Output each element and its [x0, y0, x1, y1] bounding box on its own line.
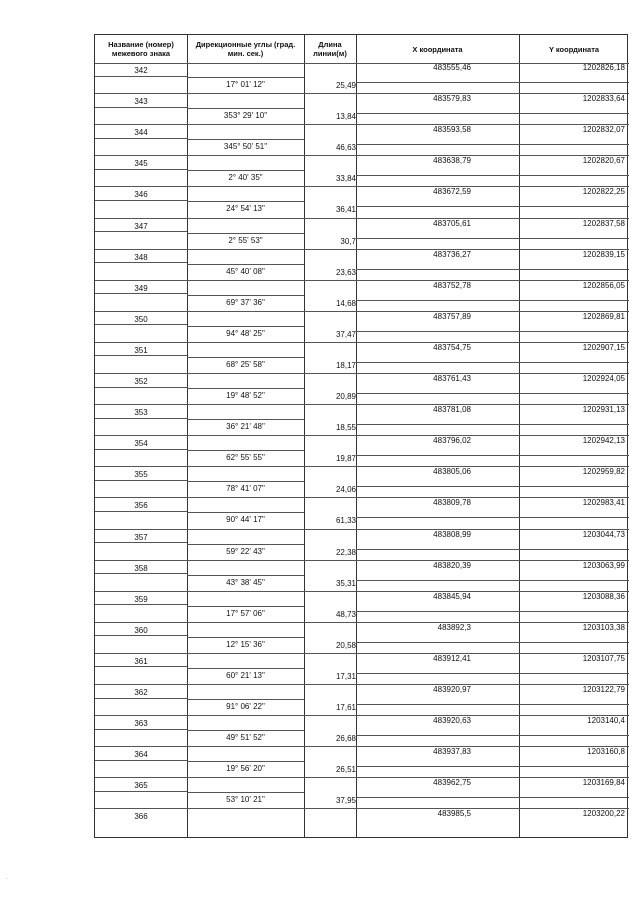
x-coordinate: 483593,58 [433, 125, 471, 135]
point-number: 348 [134, 252, 148, 262]
row-rule [519, 113, 629, 114]
row-rule [356, 642, 519, 643]
point-number: 355 [134, 470, 148, 480]
y-coordinate: 1203140,4 [587, 716, 625, 726]
line-length: 61,33 [335, 516, 356, 526]
coordinates-table [94, 34, 628, 838]
point-number: 347 [134, 221, 148, 231]
line-length: 33,84 [335, 174, 356, 184]
line-length: 48,73 [335, 609, 356, 619]
row-rule [187, 170, 304, 171]
direction-angle: 78° 41' 07" [226, 484, 265, 494]
point-number: 353 [134, 408, 148, 418]
point-number: 361 [134, 656, 148, 666]
direction-angle: 43° 38' 45" [226, 577, 265, 587]
row-rule [95, 324, 187, 325]
line-length: 24,06 [335, 485, 356, 495]
row-rule [519, 673, 629, 674]
direction-angle: 19° 56' 20" [226, 764, 265, 774]
y-coordinate: 1203063,99 [582, 560, 625, 570]
row-rule [187, 792, 304, 793]
row-rule [519, 486, 629, 487]
row-rule [356, 113, 519, 114]
x-coordinate: 483781,08 [433, 405, 471, 415]
row-rule [95, 107, 187, 108]
page-mark: · [6, 876, 8, 882]
row-rule [187, 419, 304, 420]
row-rule [95, 138, 187, 139]
row-rule [95, 791, 187, 792]
direction-angle: 69° 37' 36" [226, 297, 265, 307]
y-coordinate: 1202826,18 [582, 63, 625, 72]
direction-angle: 17° 57' 06" [226, 608, 265, 618]
row-rule [356, 455, 519, 456]
row-rule [356, 704, 519, 705]
direction-angle: 2° 55' 53" [228, 235, 263, 245]
header-rule [95, 63, 629, 64]
line-length: 13,84 [335, 112, 356, 122]
row-rule [356, 393, 519, 394]
line-length: 26,51 [335, 765, 356, 775]
row-rule [187, 388, 304, 389]
point-number: 362 [134, 688, 148, 697]
y-coordinate: 1203103,38 [582, 622, 625, 632]
row-rule [95, 373, 629, 374]
header-y: Y координата [548, 44, 600, 54]
x-coordinate: 483757,89 [433, 311, 471, 321]
line-length: 36,41 [335, 205, 356, 215]
row-rule [95, 76, 187, 77]
row-rule [95, 200, 187, 201]
row-rule [95, 635, 187, 636]
row-rule [95, 404, 629, 405]
y-coordinate: 1202833,64 [582, 94, 625, 104]
direction-angle: 91° 06' 22" [226, 702, 265, 711]
row-rule [187, 481, 304, 482]
row-rule [187, 730, 304, 731]
row-rule [95, 760, 187, 761]
row-rule [95, 293, 187, 294]
row-rule [95, 342, 629, 343]
point-number: 360 [134, 625, 148, 635]
row-rule [187, 699, 304, 700]
row-rule [187, 637, 304, 638]
row-rule [187, 606, 304, 607]
point-number: 365 [134, 781, 148, 791]
x-coordinate: 483555,46 [433, 63, 471, 72]
row-rule [356, 238, 519, 239]
row-rule [356, 206, 519, 207]
line-length: 20,58 [335, 640, 356, 650]
x-coordinate: 483808,99 [433, 529, 471, 539]
row-rule [519, 82, 629, 83]
y-coordinate: 1203122,79 [582, 685, 625, 694]
line-length: 18,17 [335, 360, 356, 370]
point-number: 354 [134, 439, 148, 449]
row-rule [356, 144, 519, 145]
point-number: 345 [134, 159, 148, 169]
row-rule [356, 673, 519, 674]
y-coordinate: 1202832,07 [582, 125, 625, 135]
row-rule [187, 264, 304, 265]
row-rule [95, 280, 629, 281]
y-coordinate: 1202839,15 [582, 249, 625, 259]
row-rule [519, 455, 629, 456]
header-angle: Дирекционные углы (град. мин. сек.) [195, 40, 296, 58]
row-rule [519, 517, 629, 518]
header-name: Название (номер) межевого знака [108, 40, 174, 58]
row-rule [519, 269, 629, 270]
point-number: 342 [134, 66, 148, 75]
direction-angle: 62° 55' 55" [226, 453, 265, 463]
row-rule [356, 362, 519, 363]
y-coordinate: 1202931,13 [582, 405, 625, 415]
row-rule [95, 387, 187, 388]
row-rule [95, 715, 629, 716]
y-coordinate: 1203044,73 [582, 529, 625, 539]
x-coordinate: 483892,3 [437, 622, 471, 632]
row-rule [187, 233, 304, 234]
row-rule [519, 642, 629, 643]
row-rule [95, 311, 629, 312]
y-coordinate: 1202959,82 [582, 467, 625, 477]
direction-angle: 60° 21' 13" [226, 670, 265, 680]
direction-angle: 353° 29' 10" [223, 111, 268, 121]
point-number: 343 [134, 97, 148, 107]
x-coordinate: 483752,78 [433, 280, 471, 290]
x-coordinate: 483820,39 [433, 560, 471, 570]
x-coordinate: 483579,83 [433, 94, 471, 104]
row-rule [356, 175, 519, 176]
row-rule [187, 668, 304, 669]
row-rule [95, 497, 629, 498]
y-coordinate: 1202837,58 [582, 218, 625, 228]
row-rule [187, 450, 304, 451]
row-rule [95, 262, 187, 263]
row-rule [519, 206, 629, 207]
y-coordinate: 1203107,75 [582, 653, 625, 663]
row-rule [95, 355, 187, 356]
row-rule [95, 93, 629, 94]
row-rule [356, 611, 519, 612]
point-number: 357 [134, 532, 148, 542]
line-length: 30,7 [340, 236, 356, 246]
row-rule [95, 231, 187, 232]
point-number: 349 [134, 283, 148, 293]
row-rule [519, 393, 629, 394]
row-rule [519, 766, 629, 767]
row-rule [187, 139, 304, 140]
point-number: 346 [134, 190, 148, 200]
line-length: 17,31 [335, 671, 356, 681]
row-rule [187, 77, 304, 78]
row-rule [356, 331, 519, 332]
row-rule [519, 797, 629, 798]
row-rule [187, 544, 304, 545]
direction-angle: 36° 21' 48" [226, 422, 265, 432]
x-coordinate: 483672,59 [433, 187, 471, 197]
row-rule [519, 580, 629, 581]
direction-angle: 345° 50' 51" [223, 142, 268, 152]
row-rule [95, 249, 629, 250]
x-coordinate: 483638,79 [433, 156, 471, 166]
row-rule [187, 761, 304, 762]
row-rule [95, 604, 187, 605]
direction-angle: 12° 15' 36" [226, 639, 265, 649]
x-coordinate: 483912,41 [433, 653, 471, 663]
direction-angle: 90° 44' 17" [226, 515, 265, 525]
line-length: 17,61 [335, 703, 356, 712]
point-number: 344 [134, 128, 148, 138]
row-rule [356, 486, 519, 487]
y-coordinate: 1202942,13 [582, 436, 625, 446]
x-coordinate: 483796,02 [433, 436, 471, 446]
direction-angle: 45° 40' 08" [226, 266, 265, 276]
x-coordinate: 483962,75 [433, 778, 471, 788]
y-coordinate: 1203160,8 [587, 747, 625, 757]
direction-angle: 2° 40' 35" [228, 173, 263, 183]
x-coordinate: 483920,97 [433, 685, 471, 694]
point-number: 351 [134, 345, 148, 355]
direction-angle: 53° 10' 21" [226, 795, 265, 805]
row-rule [519, 611, 629, 612]
row-rule [187, 201, 304, 202]
row-rule [95, 435, 629, 436]
x-coordinate: 483705,61 [433, 218, 471, 228]
row-rule [356, 300, 519, 301]
x-coordinate: 483736,27 [433, 249, 471, 259]
row-rule [95, 466, 629, 467]
row-rule [519, 424, 629, 425]
row-rule [187, 512, 304, 513]
row-rule [95, 684, 629, 685]
direction-angle: 68° 25' 58" [226, 359, 265, 369]
y-coordinate: 1202822,25 [582, 187, 625, 197]
line-length: 37,47 [335, 329, 356, 339]
direction-angle: 59° 22' 43" [226, 546, 265, 556]
row-rule [95, 218, 629, 219]
x-coordinate: 483985,5 [437, 809, 471, 819]
x-coordinate: 483754,75 [433, 342, 471, 352]
line-length: 35,31 [335, 578, 356, 588]
point-number: 352 [134, 377, 148, 386]
y-coordinate: 1203169,84 [582, 778, 625, 788]
row-rule [356, 797, 519, 798]
row-rule [356, 580, 519, 581]
line-length: 23,63 [335, 267, 356, 277]
line-length: 46,63 [335, 143, 356, 153]
row-rule [356, 549, 519, 550]
x-coordinate: 483809,78 [433, 498, 471, 508]
x-coordinate: 483920,63 [433, 716, 471, 726]
x-coordinate: 483937,83 [433, 747, 471, 757]
line-length: 22,38 [335, 547, 356, 557]
x-coordinate: 483761,43 [433, 374, 471, 383]
row-rule [95, 480, 187, 481]
point-number: 366 [134, 812, 148, 822]
row-rule [519, 331, 629, 332]
row-rule [356, 766, 519, 767]
row-rule [95, 573, 187, 574]
y-coordinate: 1202820,67 [582, 156, 625, 166]
row-rule [519, 300, 629, 301]
row-rule [95, 808, 629, 809]
y-coordinate: 1202983,41 [582, 498, 625, 508]
row-rule [356, 269, 519, 270]
direction-angle: 24° 54' 13" [226, 204, 265, 214]
line-length: 18,55 [335, 423, 356, 433]
row-rule [187, 295, 304, 296]
y-coordinate: 1202869,81 [582, 311, 625, 321]
header-length: Длина линии(м) [313, 40, 347, 58]
row-rule [519, 549, 629, 550]
line-length: 26,68 [335, 734, 356, 744]
row-rule [519, 704, 629, 705]
row-rule [187, 575, 304, 576]
y-coordinate: 1202856,05 [582, 280, 625, 290]
direction-angle: 49° 51' 52" [226, 733, 265, 743]
y-coordinate: 1203200,22 [582, 809, 625, 819]
point-number: 359 [134, 594, 148, 604]
row-rule [95, 698, 187, 699]
line-length: 20,89 [335, 392, 356, 401]
line-length: 25,49 [335, 81, 356, 90]
point-number: 356 [134, 501, 148, 511]
row-rule [95, 542, 187, 543]
x-coordinate: 483845,94 [433, 591, 471, 601]
row-rule [95, 529, 629, 530]
row-rule [95, 653, 629, 654]
row-rule [95, 622, 629, 623]
row-rule [356, 424, 519, 425]
line-length: 37,95 [335, 796, 356, 806]
row-rule [95, 746, 629, 747]
y-coordinate: 1203088,36 [582, 591, 625, 601]
y-coordinate: 1202924,05 [582, 374, 625, 383]
x-coordinate: 483805,06 [433, 467, 471, 477]
direction-angle: 17° 01' 12" [226, 80, 265, 89]
point-number: 364 [134, 750, 148, 760]
row-rule [95, 560, 629, 561]
row-rule [95, 449, 187, 450]
row-rule [95, 155, 629, 156]
point-number: 363 [134, 719, 148, 729]
row-rule [519, 175, 629, 176]
row-rule [519, 362, 629, 363]
row-rule [95, 777, 629, 778]
header-x: X координата [412, 44, 463, 54]
row-rule [95, 186, 629, 187]
row-rule [187, 108, 304, 109]
row-rule [187, 357, 304, 358]
point-number: 350 [134, 314, 148, 324]
direction-angle: 94° 48' 25" [226, 328, 265, 338]
y-coordinate: 1202907,15 [582, 342, 625, 352]
row-rule [187, 326, 304, 327]
row-rule [519, 735, 629, 736]
row-rule [95, 729, 187, 730]
direction-angle: 19° 48' 52" [226, 391, 265, 400]
row-rule [95, 124, 629, 125]
row-rule [95, 666, 187, 667]
row-rule [519, 238, 629, 239]
row-rule [356, 82, 519, 83]
row-rule [95, 169, 187, 170]
row-rule [519, 144, 629, 145]
line-length: 14,68 [335, 298, 356, 308]
row-rule [95, 591, 629, 592]
row-rule [356, 735, 519, 736]
point-number: 358 [134, 563, 148, 573]
row-rule [356, 517, 519, 518]
line-length: 19,87 [335, 454, 356, 464]
row-rule [95, 418, 187, 419]
row-rule [95, 511, 187, 512]
